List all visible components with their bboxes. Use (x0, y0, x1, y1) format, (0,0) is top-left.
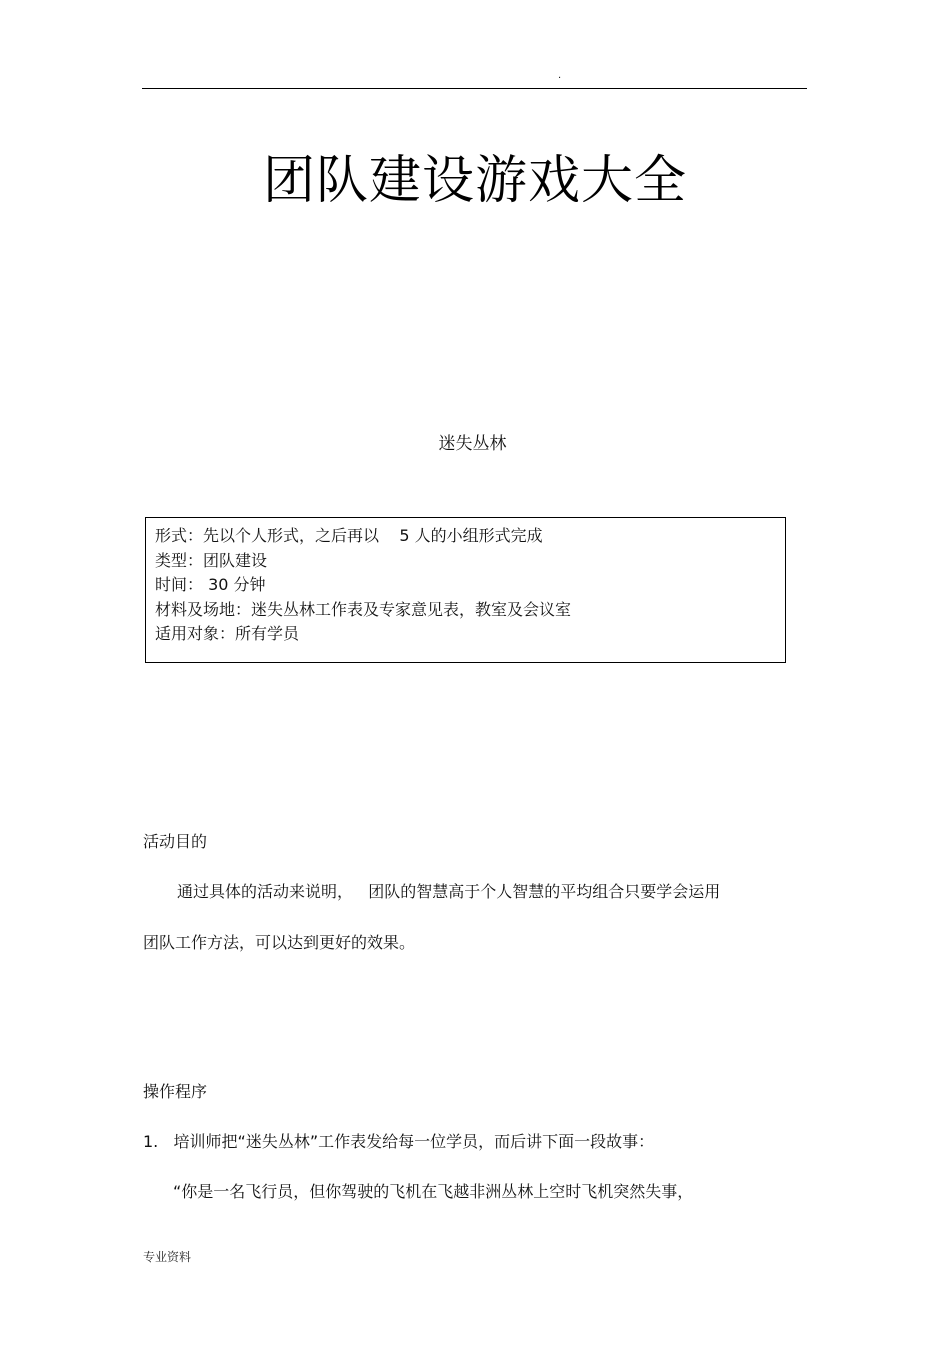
procedure-step-1: 1. 培训师把“迷失丛林”工作表发给每一位学员，而后讲下面一段故事： (143, 1132, 655, 1151)
info-box (145, 517, 786, 663)
info-time: 时间： 30 分钟 (155, 575, 266, 595)
info-format: 形式：先以个人形式，之后再以 5 人的小组形式完成 (155, 526, 543, 545)
purpose-paragraph-line-1: 通过具体的活动来说明， 团队的智慧高于个人智慧的平均组合只要学会运用 (177, 882, 721, 901)
procedure-quote: “你是一名飞行员，但你驾驶的飞机在飞越非洲丛林上空时飞机突然失事， (173, 1182, 694, 1201)
info-materials: 材料及场地：迷失丛林工作表及专家意见表，教室及会议室 (155, 599, 572, 619)
game-title: 迷失丛林 (438, 434, 507, 454)
purpose-paragraph-line-2: 团队工作方法，可以达到更好的效果。 (143, 933, 416, 952)
document-title: 团队建设游戏大全 (262, 151, 687, 211)
procedure-heading: 操作程序 (143, 1082, 208, 1101)
header-dot: . (558, 70, 562, 81)
purpose-heading: 活动目的 (143, 832, 208, 851)
info-type: 类型：团队建设 (155, 550, 268, 570)
header-rule (142, 88, 807, 89)
info-audience: 适用对象：所有学员 (155, 624, 300, 644)
footer-label: 专业资料 (143, 1250, 192, 1264)
